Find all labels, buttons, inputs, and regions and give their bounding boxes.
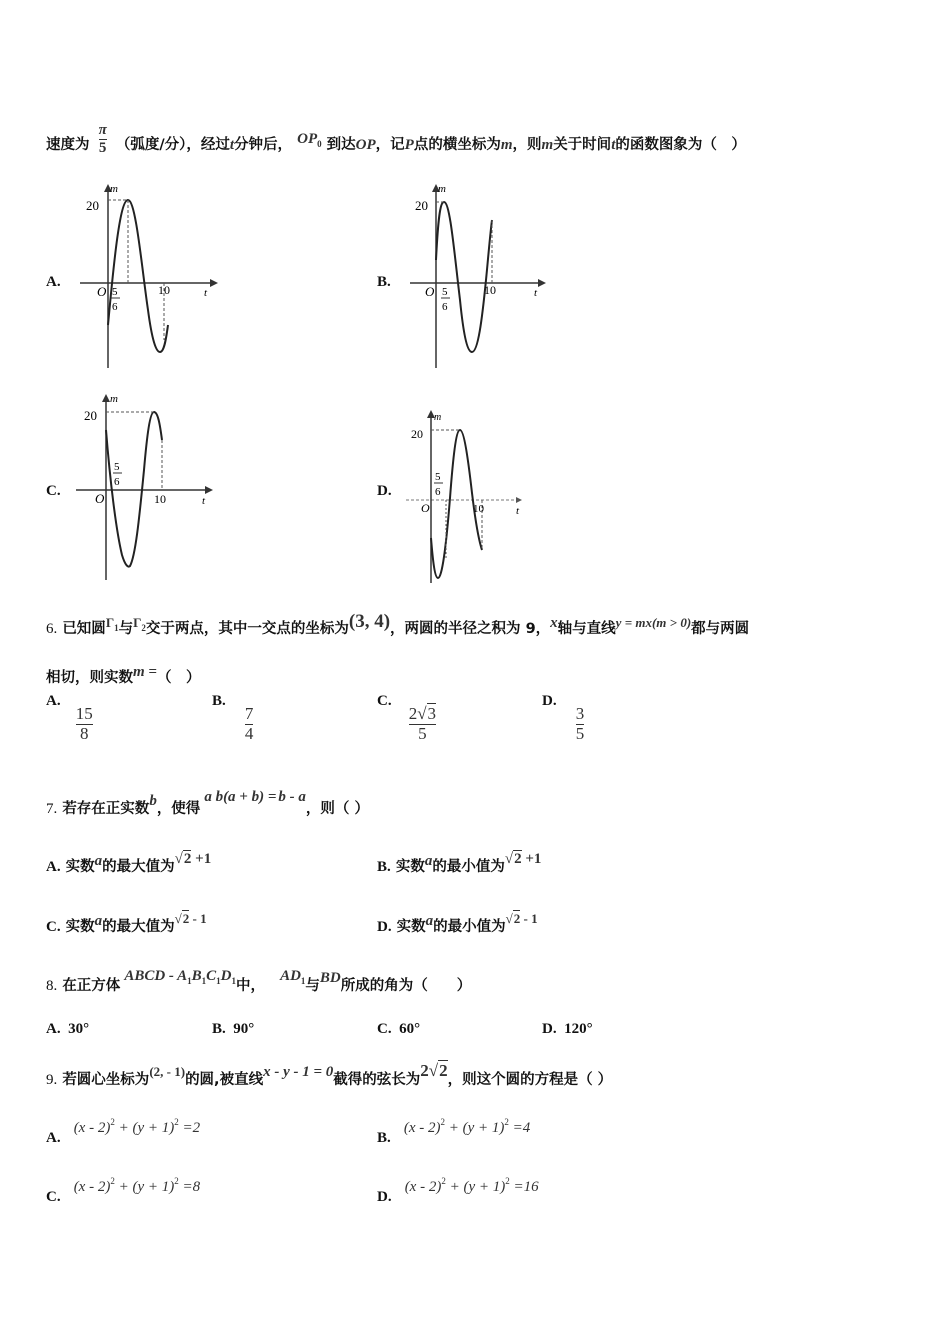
- graph-c-tick-20: 20: [84, 408, 97, 423]
- graph-c-y-label: m: [110, 393, 118, 405]
- q6-option-b[interactable]: B. $\frac{7}{4}$: [212, 693, 254, 743]
- graph-d-frac-num: 5: [435, 471, 441, 483]
- speed-fraction: $\frac{\pi}{5}$: [98, 122, 107, 156]
- graph-a-frac-num: 5: [112, 286, 118, 298]
- graph-c-tick-10: 10: [154, 492, 166, 506]
- graph-c: [70, 390, 220, 585]
- q8-option-a[interactable]: A. 30°: [46, 1021, 90, 1037]
- graph-a-x-label: t: [204, 287, 208, 299]
- q5-option-b-label[interactable]: B.: [377, 274, 391, 290]
- graph-a-origin: O: [97, 284, 107, 299]
- graph-d-tick-10: 10: [473, 503, 484, 515]
- q9-option-d[interactable]: D. $(x - 2)^2 + (y + 1)^2 =16$: [377, 1176, 539, 1205]
- graph-b-tick-20: 20: [415, 198, 428, 213]
- graph-b-origin: O: [425, 284, 435, 299]
- q9-option-c[interactable]: C. $(x - 2)^2 + (y + 1)^2 =8$: [46, 1176, 201, 1205]
- graph-d-origin: O: [421, 501, 430, 515]
- q8-option-d[interactable]: D. 120°: [542, 1021, 593, 1037]
- graph-a-tick-10: 10: [158, 283, 170, 297]
- q5-option-a-label[interactable]: A.: [46, 274, 61, 290]
- q8-option-c[interactable]: C. 60°: [377, 1021, 421, 1037]
- q9-stem: 9. 若圆心坐标为(2, - 1)的圆,被直线x - y - 1 = 0截得的弦长为2√2，则这个圆的方程是（ ）: [46, 1061, 613, 1088]
- graph-c-frac-num: 5: [114, 461, 120, 473]
- q7-stem: 7. 若存在正实数b，使得a b(a + b) = b - a，则（ ）: [46, 789, 369, 817]
- graph-d: [400, 408, 560, 588]
- graph-a-tick-20: 20: [86, 198, 99, 213]
- q7-option-a[interactable]: A. 实数a的最大值为√2 +1: [46, 851, 212, 875]
- q6-option-d[interactable]: D. $\frac{3}{5}$: [542, 693, 585, 743]
- q6-stem-line2: 相切，则实数m =（ ）: [46, 664, 201, 686]
- q6-option-c[interactable]: C. $\frac{2√3}{5}$: [377, 693, 437, 743]
- q5-option-d-label[interactable]: D.: [377, 483, 392, 499]
- graph-b-frac-num: 5: [442, 286, 448, 298]
- graph-c-x-label: t: [202, 495, 206, 507]
- graph-d-x-label: t: [516, 505, 520, 517]
- q5-stem: 速度为 $\frac{\pi}{5}$ （弧度/分），经过t分钟后， $OP_0$ 到达OP，记P点的横坐标为m，则m关于时间t的函数图象为（ ）: [46, 122, 746, 156]
- graph-b-y-label: m: [438, 183, 446, 195]
- q7-option-d[interactable]: D. 实数a的最小值为√2 - 1: [377, 911, 538, 935]
- graph-b: [400, 180, 550, 370]
- q6-stem-line1: 6. 已知圆$\Gamma_1$与$\Gamma_2$交于两点，其中一交点的坐标为(3, 4)，两圆的半径之积为 9，x轴与直线y = mx(m > 0)都与两圆: [46, 611, 750, 637]
- graph-d-tick-20: 20: [411, 427, 423, 441]
- q8-stem: 8. 在正方体ABCD - $A_1B_1C_1D_1$中， $AD_1$与BD所成的角为（ ）: [46, 968, 472, 994]
- q7-option-c[interactable]: C. 实数a的最大值为√2 - 1: [46, 911, 207, 935]
- graph-d-frac-den: 6: [435, 486, 441, 498]
- q9-option-b[interactable]: B. $(x - 2)^2 + (y + 1)^2 =4$: [377, 1117, 531, 1146]
- graph-a: [70, 180, 220, 370]
- q7-option-b[interactable]: B. 实数a的最小值为√2 +1: [377, 851, 542, 875]
- graph-b-x-label: t: [534, 287, 538, 299]
- graph-b-tick-10: 10: [484, 283, 496, 297]
- graph-a-frac-den: 6: [112, 301, 118, 313]
- graph-d-y-label: m: [434, 412, 442, 423]
- graph-b-frac-den: 6: [442, 301, 448, 313]
- q5-option-c-label[interactable]: C.: [46, 483, 61, 499]
- graph-c-origin: O: [95, 491, 105, 506]
- graph-a-y-label: m: [110, 183, 118, 195]
- q8-option-b[interactable]: B. 90°: [212, 1021, 255, 1037]
- q9-option-a[interactable]: A. $(x - 2)^2 + (y + 1)^2 =2$: [46, 1117, 201, 1146]
- q6-option-a[interactable]: A. $\frac{15}{8}$: [46, 693, 93, 743]
- graph-c-frac-den: 6: [114, 476, 120, 488]
